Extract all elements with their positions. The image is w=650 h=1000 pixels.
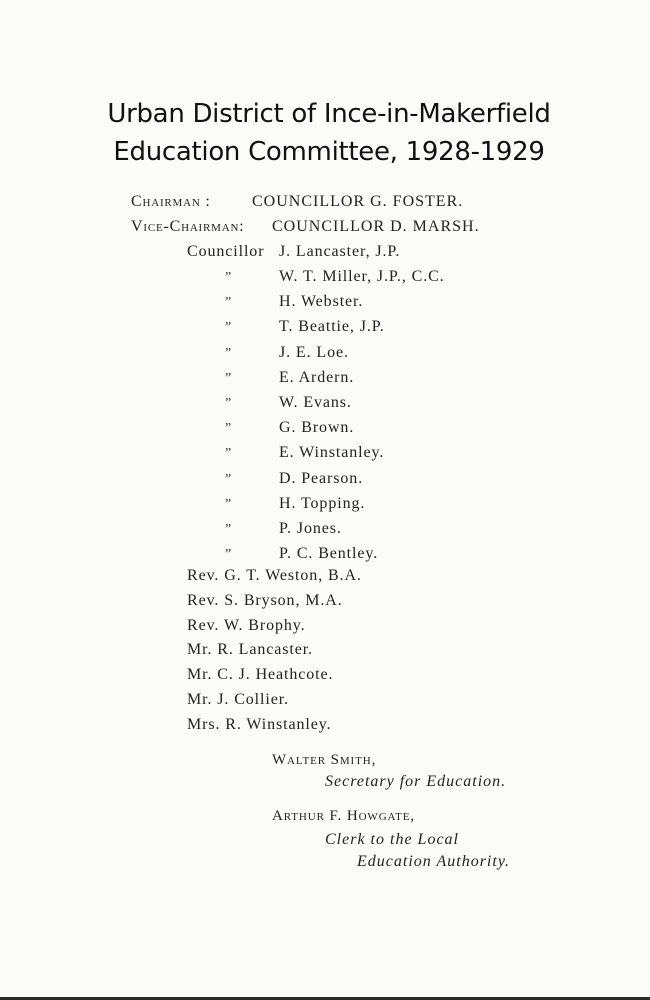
clerk-name: Arthur F. Howgate, bbox=[272, 808, 416, 824]
ditto-mark: ” bbox=[225, 295, 232, 310]
councillor-name-3: H. Webster. bbox=[279, 293, 364, 310]
chairman-label: Chairman : bbox=[131, 193, 211, 210]
councillor-name-1: J. Lancaster, J.P. bbox=[279, 243, 401, 260]
member-name-6: Mr. J. Collier. bbox=[187, 691, 289, 708]
ditto-mark: ” bbox=[225, 446, 232, 461]
clerk-title-line-1: Clerk to the Local bbox=[325, 831, 459, 848]
ditto-mark: ” bbox=[225, 346, 232, 361]
ditto-mark: ” bbox=[225, 270, 232, 285]
councillor-name-10: D. Pearson. bbox=[279, 470, 364, 487]
councillor-name-12: P. Jones. bbox=[279, 520, 342, 537]
councillor-name-11: H. Topping. bbox=[279, 495, 366, 512]
councillor-name-9: E. Winstanley. bbox=[279, 444, 385, 461]
ditto-mark: ” bbox=[225, 522, 232, 537]
member-name-1: Rev. G. T. Weston, B.A. bbox=[187, 567, 362, 584]
councillor-name-5: J. E. Loe. bbox=[279, 344, 349, 361]
secretary-title: Secretary for Education. bbox=[325, 773, 507, 790]
page-title bbox=[0, 95, 650, 171]
ditto-mark: ” bbox=[225, 497, 232, 512]
councillor-name-7: W. Evans. bbox=[279, 394, 352, 411]
secretary-name: Walter Smith, bbox=[272, 752, 377, 768]
councillor-name-13: P. C. Bentley. bbox=[279, 545, 379, 562]
member-name-2: Rev. S. Bryson, M.A. bbox=[187, 592, 343, 609]
ditto-mark: ” bbox=[225, 472, 232, 487]
member-name-3: Rev. W. Brophy. bbox=[187, 617, 306, 634]
clerk-title-line-2: Education Authority. bbox=[357, 853, 511, 870]
title-line-district: Urban District of Ince-in-Makerfield bbox=[107, 99, 551, 129]
member-name-7: Mrs. R. Winstanley. bbox=[187, 716, 332, 733]
vice-chairman-name: COUNCILLOR D. MARSH. bbox=[272, 218, 480, 235]
ditto-mark: ” bbox=[225, 421, 232, 436]
councillor-name-8: G. Brown. bbox=[279, 419, 355, 436]
member-name-4: Mr. R. Lancaster. bbox=[187, 641, 313, 658]
chairman-name: COUNCILLOR G. FOSTER. bbox=[252, 193, 464, 210]
vice-chairman-label: Vice-Chairman: bbox=[131, 218, 245, 235]
ditto-mark: ” bbox=[225, 547, 232, 562]
councillor-prefix: Councillor bbox=[187, 243, 265, 260]
ditto-mark: ” bbox=[225, 371, 232, 386]
councillor-name-6: E. Ardern. bbox=[279, 369, 355, 386]
ditto-mark: ” bbox=[225, 320, 232, 335]
title-line-committee: Education Committee, 1928-1929 bbox=[113, 137, 545, 167]
councillor-name-4: T. Beattie, J.P. bbox=[279, 318, 385, 335]
member-name-5: Mr. C. J. Heathcote. bbox=[187, 666, 334, 683]
councillor-name-2: W. T. Miller, J.P., C.C. bbox=[279, 268, 445, 285]
ditto-mark: ” bbox=[225, 396, 232, 411]
